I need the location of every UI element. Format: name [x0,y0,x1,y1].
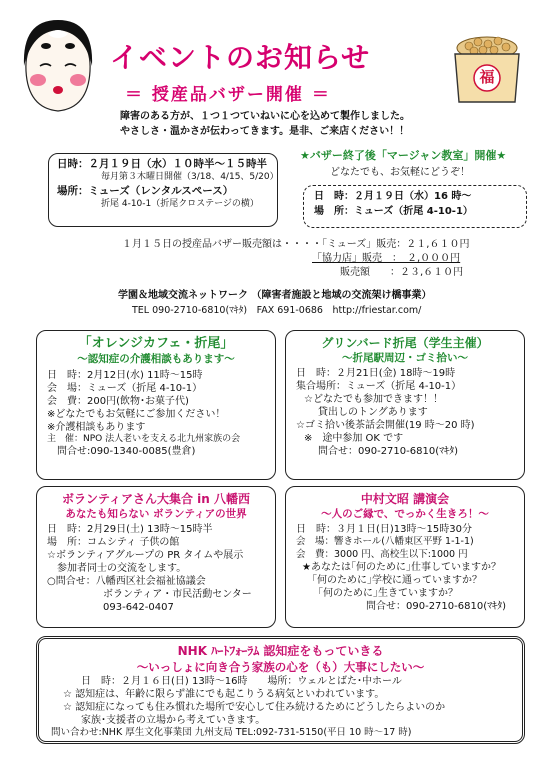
lecture-box [285,486,525,628]
orange-cafe-note-1: ※どなたでもお気軽にご参加ください！ [47,408,226,420]
intro-line-1: 障害のある方が、１つ１つていねいに心を込めて製作しました。 [120,111,410,122]
lecture-venue: 会 場：響きホール(八幡東区平野 1-1-1) [296,536,474,548]
volunteer-date: 日 時：2月29日(土) 13時～15時半 [47,524,213,536]
intro-text [120,110,410,139]
sales-line-3: 販売額 ：２３,６１０円 [340,267,464,278]
nhk-forum-note-1: ☆ 認知症は、年齢に限らず誰にでも起こりうる病気といわれています。 [63,688,385,700]
lecture-subtitle: ～人のご縁で、でっかく生きろ！～ [321,507,489,520]
bazaar-place: 場所：ミューズ（レンタルスペース） [57,185,234,198]
orange-cafe-box [36,330,276,480]
mahjong-place: 場 所：ミューズ（折尾 4-10-1） [314,206,473,217]
greenbird-note-3: ☆ゴミ拾い後茶話会開催(19 時～20 時) [296,420,475,432]
mahjong-title: ★バザー終了後「マージャン教室」開催★ [300,149,507,162]
nhk-forum-note-2: ☆ 認知症になっても住み慣れた場所で安心して住み続けるためにどうしたらよいのか [63,701,446,713]
lecture-date: 日 時：３月１日(日)13時～15時30分 [296,524,472,536]
lecture-question-2: ｢何のために｣学校に通っていますか？ [312,574,482,586]
orange-cafe-fee: 会 費：200円(飲物･お菓子代) [47,395,189,407]
greenbird-meeting-place: 集合場所：ミューズ（折尾 4-10-1） [296,381,462,393]
lecture-question-3: ｢何のために｣生きていますか？ [318,587,458,599]
greenbird-date: 日 時：２月21日(金) 18時～19時 [296,368,456,380]
greenbird-subtitle: ～折尾駅周辺・ゴミ拾い～ [342,351,468,364]
volunteer-subtitle: あなたも知らない ボランティアの世界 [65,507,247,520]
sales-line-2: 「協力店」販売 ： ２,０００円 [312,253,461,264]
volunteer-contact-center: ボランティア・市民活動センター [103,589,252,601]
network-name: 学園＆地域交流ネットワーク （障害者施設と地域の交流架け橋事業） [118,290,432,301]
orange-cafe-title: 「オレンジカフェ・折尾」 [78,336,234,351]
greenbird-note-1: ☆どなたでも参加できます！！ [304,394,443,406]
orange-cafe-note-2: ※介護相談もあります [47,421,146,433]
orange-cafe-contact: 問合せ:090-1340-0085(豊倉) [57,446,196,458]
intro-line-2: やさしさ・温かさが伝わってきます。是非、ご来店ください！！ [120,125,410,137]
greenbird-note-2: 貸出しのトングあります [318,407,428,419]
lecture-contact: 問合せ：090-2710-6810(ﾏｷﾀ) [366,600,507,612]
fuku-label: 福 [479,68,495,86]
orange-cafe-subtitle: ～認知症の介護相談もあります～ [77,352,235,365]
orange-cafe-date: 日 時：2月12日(水) 11時～15時 [47,369,203,381]
lecture-question-1: ★あなたは｢何のために｣仕事していますか？ [302,561,501,573]
greenbird-box [285,330,525,480]
nhk-forum-date: 日 時：２月１６日(日) 13時～16時 場所：ウェルとばた･中ホール [81,675,402,687]
okame-face-illustration [18,16,98,116]
volunteer-contact-phone: 093-642-0407 [103,602,174,614]
bazaar-address: 折尾 4-10-1（折尾クロステージの横） [101,198,259,209]
volunteer-place: 場 所：コムシティ 子供の館 [47,537,180,549]
nhk-forum-contact: 問い合わせ:NHK 厚生文化事業団 九州支局 TEL:092-731-5150(平日 10 時～17 時) [51,726,412,738]
bazaar-date: 日時：２月１９日（水）１０時半～１５時半 [57,158,267,170]
orange-cafe-venue: 会 場：ミューズ（折尾 4-10-1） [47,382,203,394]
mahjong-info-box [303,185,527,228]
nhk-forum-note-3: 家族･支援者の立場から考えていきます。 [81,714,266,726]
volunteer-title: ボランティアさん大集合 in 八幡西 [61,492,251,506]
volunteer-contact: ○問合せ：八幡西区社会福祉協議会 [47,576,206,588]
nhk-forum-subtitle: ～いっしょに向き合う家族の心を（も）大事にしたい～ [136,659,425,674]
page-title: イベントのお知らせ [110,41,371,74]
volunteer-box [36,486,276,628]
orange-cafe-host: 主 催：NPO 法人老いを支える北九州家族の会 [47,433,241,444]
bazaar-schedule: 毎月第３木曜日開催（3/18、4/15、5/20） [101,171,279,182]
greenbird-title: グリンバード折尾（学生主催） [321,336,489,350]
mahjong-invite: どなたでも、お気軽にどうぞ！ [330,167,470,178]
network-contact: TEL 090-2710-6810(ﾏｷﾀ) FAX 691-0686 http://friestar.com/ [132,305,422,316]
mahjong-date: 日 時：２月１９日（水）16 時～ [314,191,472,202]
lecture-fee: 会 費：3000 円、高校生以下:1000 円 [296,548,468,560]
bazaar-info-box [48,153,278,227]
sales-line-1: １月１５日の授産品バザー販売額は・・・・「ミューズ」販売：２１,６１０円 [122,239,470,250]
page-subtitle: ＝ 授産品バザー開催 ＝ [125,85,331,105]
greenbird-contact: 問合せ：090-2710-6810(ﾏｷﾀ) [318,446,459,458]
lecture-title: 中村文昭 講演会 [360,492,450,506]
volunteer-note-1: ☆ボランティアグループの PR タイムや展示 [47,550,244,562]
nhk-forum-title: NHK ﾊｰﾄﾌｫｰﾗﾑ 認知症をもっていきる [177,644,384,658]
greenbird-note-4: ※ 途中参加 OK です [304,433,404,445]
fuku-masu-illustration [447,34,527,106]
nhk-forum-box [36,636,525,744]
volunteer-note-2: 参加者同士の交流をします。 [57,563,187,575]
